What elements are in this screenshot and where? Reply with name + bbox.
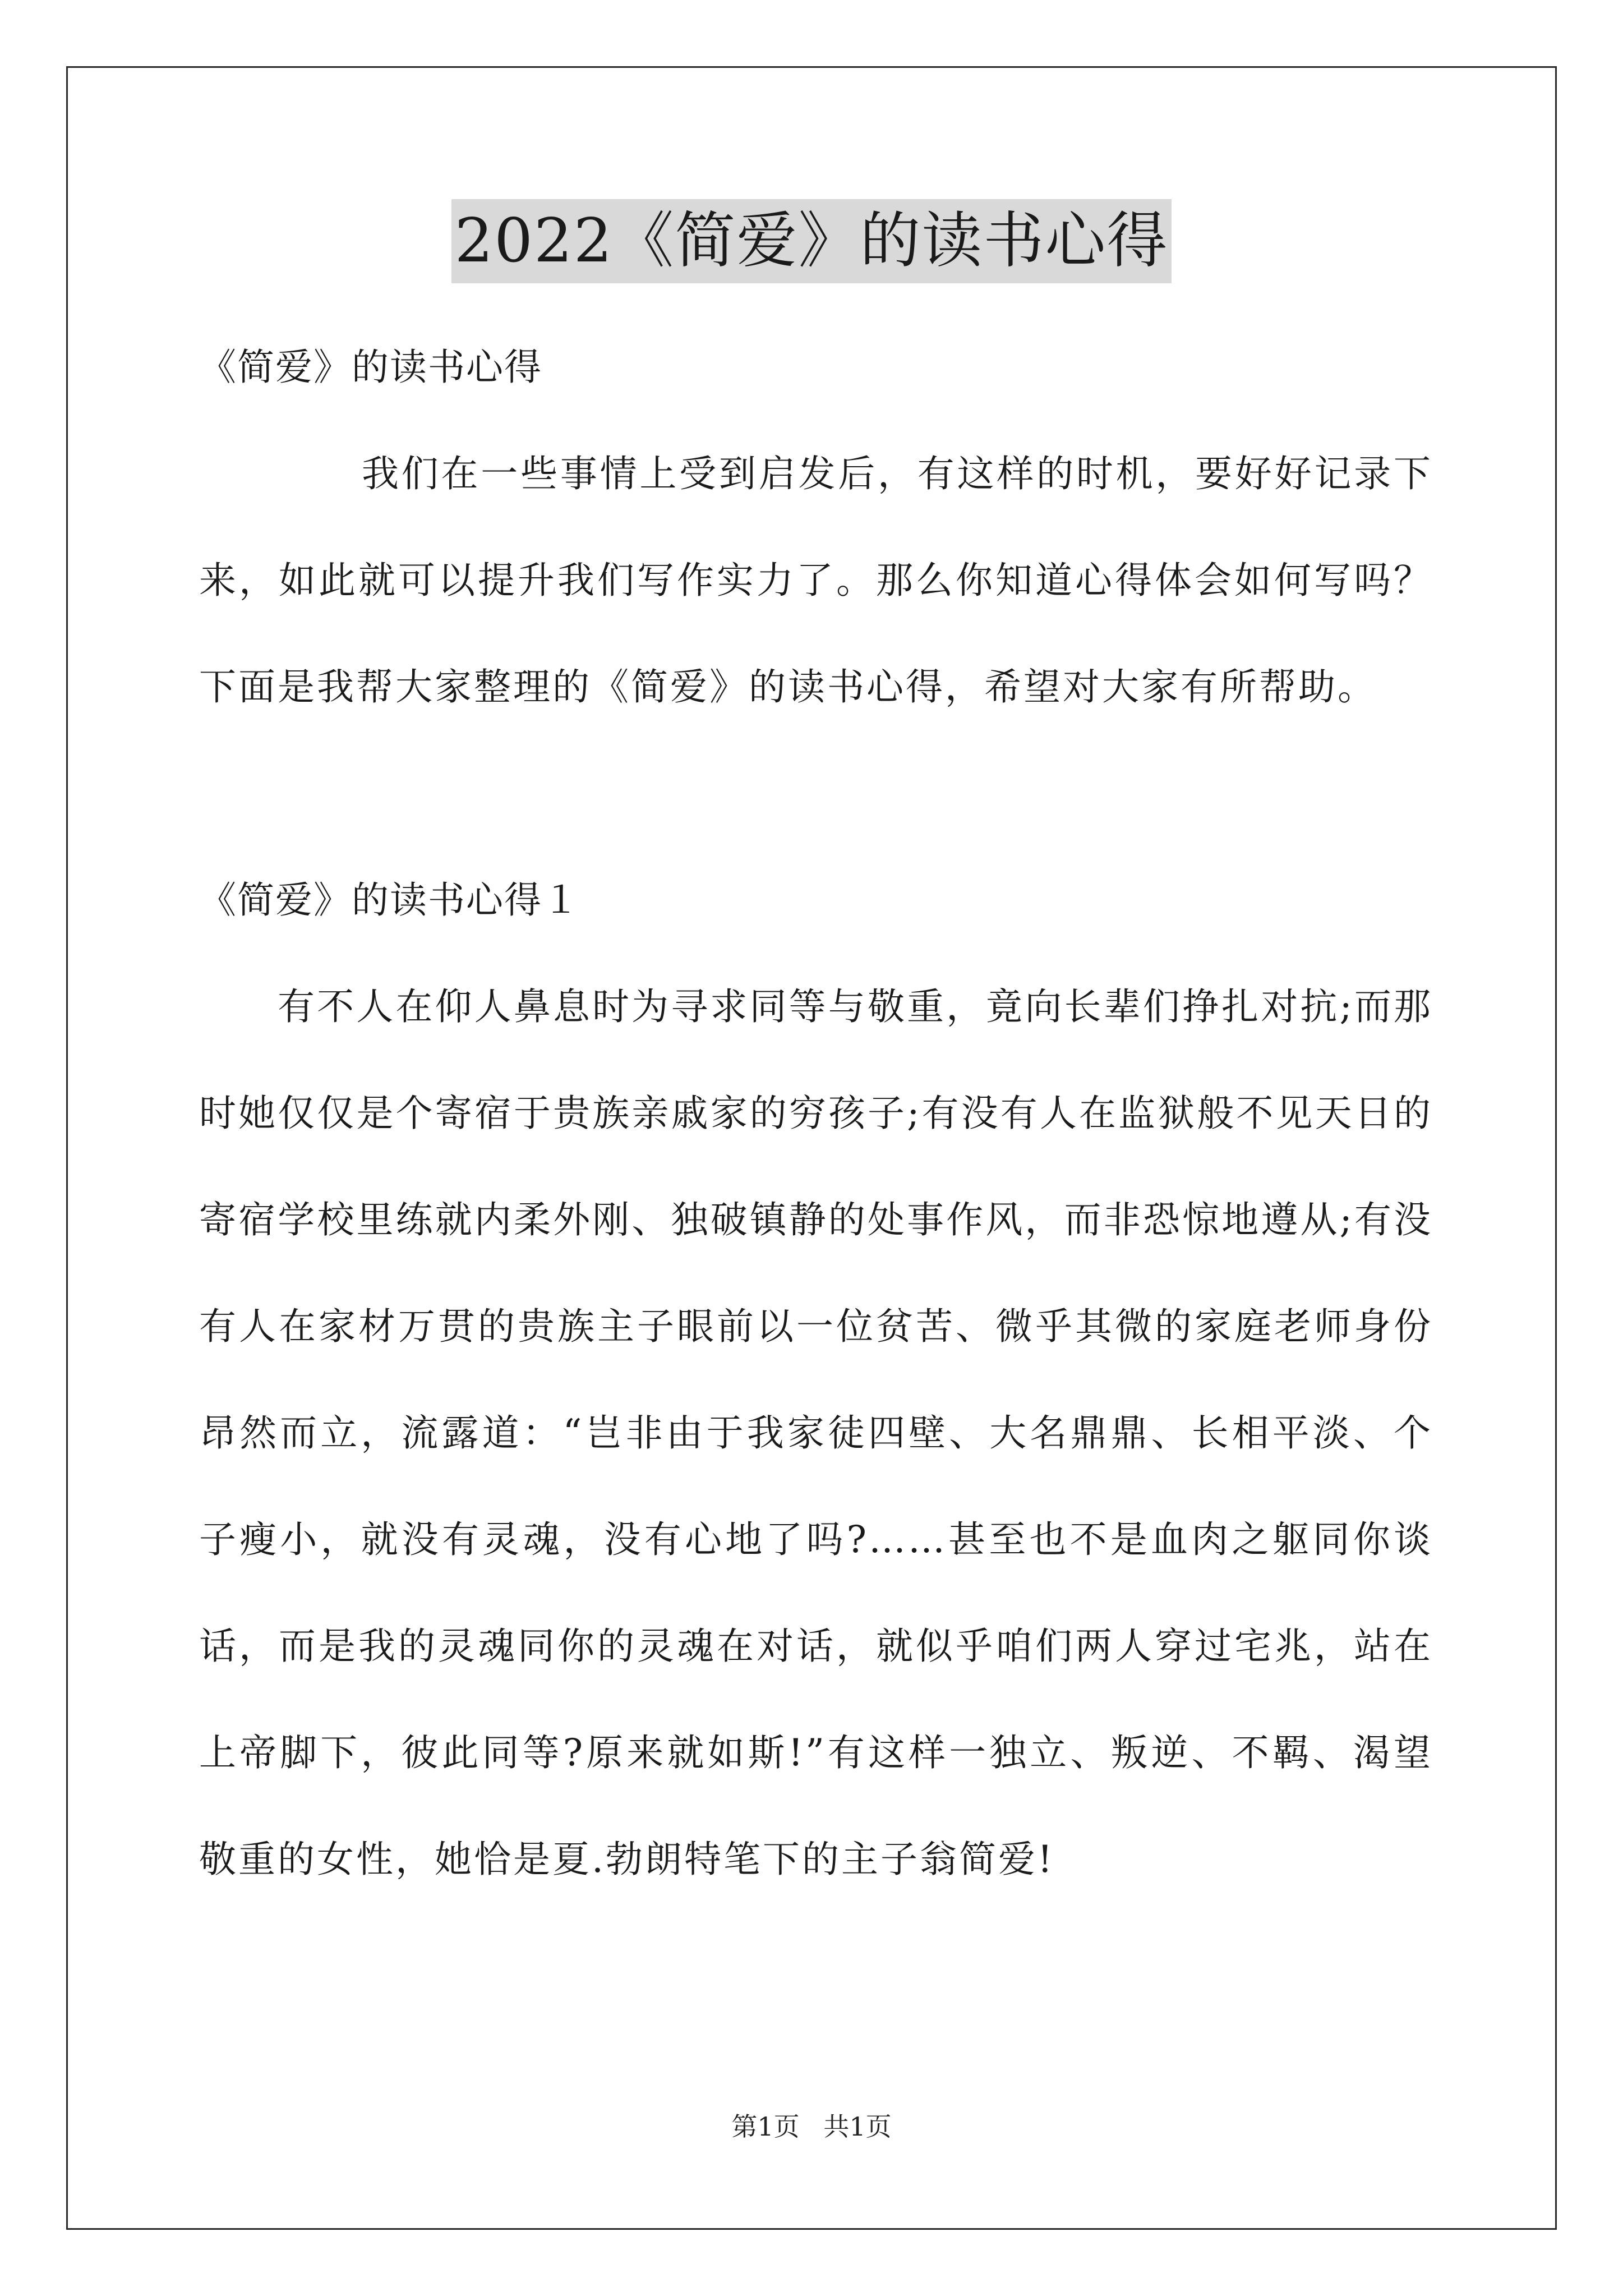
document-body [199, 314, 1433, 1913]
page-total: 共1页 [823, 2111, 892, 2142]
document-title: 2022《简爱》的读书心得 [451, 199, 1172, 283]
subtitle: 《简爱》的读书心得 [199, 346, 542, 389]
title-wrap [0, 199, 1623, 283]
section-paragraph: 有不人在仰人鼻息时为寻求同等与敬重，竟向长辈们挣扎对抗;而那时她仅仅是个寄宿于贵族亲戚家的穷孩子;有没有人在监狱般不见天日的寄宿学校里练就内柔外刚、独破镇静的处事作风，而非恐惊地遵从;有没有人在家材万贯的贵族主子眼前以一位贫苦、微乎其微的家庭老师身份昂然而立，流露道：“岂非由于我家徒四壁、大名鼎鼎、长相平淡、个子瘦小，就没有灵魂，没有心地了吗?……甚至也不是血肉之躯同你谈话，而是我的灵魂同你的灵魂在对话，就似乎咱们两人穿过宅兆，站在上帝脚下，彼此同等?原来就如斯!”有这样一独立、叛逆、不羁、渴望敬重的女性，她恰是夏.勃朗特笔下的主子翁简爱! [199, 985, 1433, 1881]
page-number: 第1页 [731, 2111, 800, 2142]
paragraph-spacer [199, 740, 1433, 847]
page-footer [0, 2106, 1623, 2143]
section-heading: 《简爱》的读书心得１ [199, 878, 580, 922]
intro-paragraph: 我们在一些事情上受到启发后，有这样的时机，要好好记录下来，如此就可以提升我们写作实力了。那么你知道心得体会如何写吗？下面是我帮大家整理的《简爱》的读书心得，希望对大家有所帮助。 [199, 452, 1433, 708]
